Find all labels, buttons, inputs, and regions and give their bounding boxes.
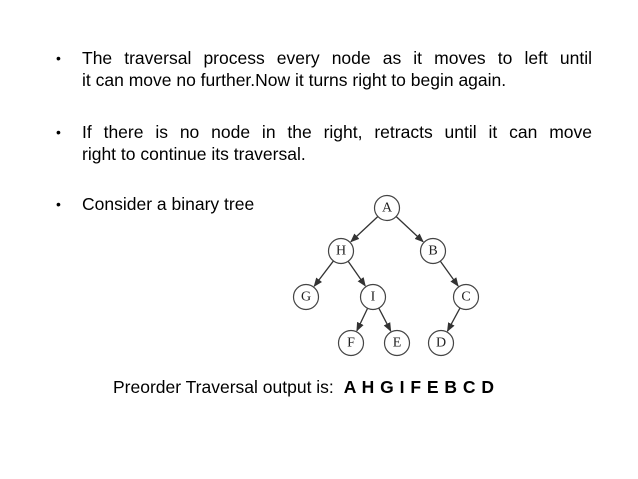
tree-node-e: [385, 331, 410, 356]
tree-node-label: B: [428, 243, 438, 259]
tree-edge-a-b: [396, 217, 423, 242]
tree-edge-i-f: [357, 308, 368, 331]
bullet-1-line-2: it can move no further.Now it turns right to begin again.: [82, 70, 507, 90]
output-label: Preorder Traversal output is:: [113, 377, 334, 397]
tree-node-label: F: [347, 335, 355, 351]
tree-node-h: [329, 239, 354, 264]
bullet-2-line-2: right to continue its traversal.: [82, 144, 306, 164]
tree-node-g: [294, 285, 319, 310]
bullet-symbol: •: [56, 124, 61, 140]
tree-edge-a-h: [351, 217, 378, 242]
tree-node-label: D: [435, 335, 447, 351]
output-value: A H G I F E B C D: [343, 377, 495, 397]
traversal-output: [113, 376, 495, 398]
bullet-2-line-1: If there is no node in the right, retracts until it can move: [82, 122, 592, 142]
tree-node-label: E: [392, 335, 402, 351]
tree-node-d: [429, 331, 454, 356]
bullet-3-line-1: Consider a binary tree: [82, 194, 255, 214]
tree-node-f: [339, 331, 364, 356]
tree-node-c: [454, 285, 479, 310]
tree-node-label: A: [381, 200, 393, 216]
bullet-symbol: •: [56, 50, 61, 66]
tree-edges: [314, 217, 460, 332]
bullet-1-line-1: The traversal process every node as it moves to left until: [82, 48, 592, 68]
tree-node-b: [421, 239, 446, 264]
tree-node-label: H: [335, 243, 347, 259]
tree-edge-c-d: [447, 308, 460, 331]
tree-node-label: C: [461, 289, 471, 305]
tree-node-label: I: [370, 289, 376, 305]
tree-edge-h-i: [348, 261, 365, 286]
tree-node-i: [361, 285, 386, 310]
tree-edge-b-c: [440, 261, 458, 286]
bullet-symbol: •: [56, 196, 61, 212]
tree-node-label: G: [300, 289, 312, 305]
tree-node-a: [375, 196, 400, 221]
tree-edge-h-g: [314, 261, 333, 286]
tree-edge-i-e: [379, 308, 391, 331]
